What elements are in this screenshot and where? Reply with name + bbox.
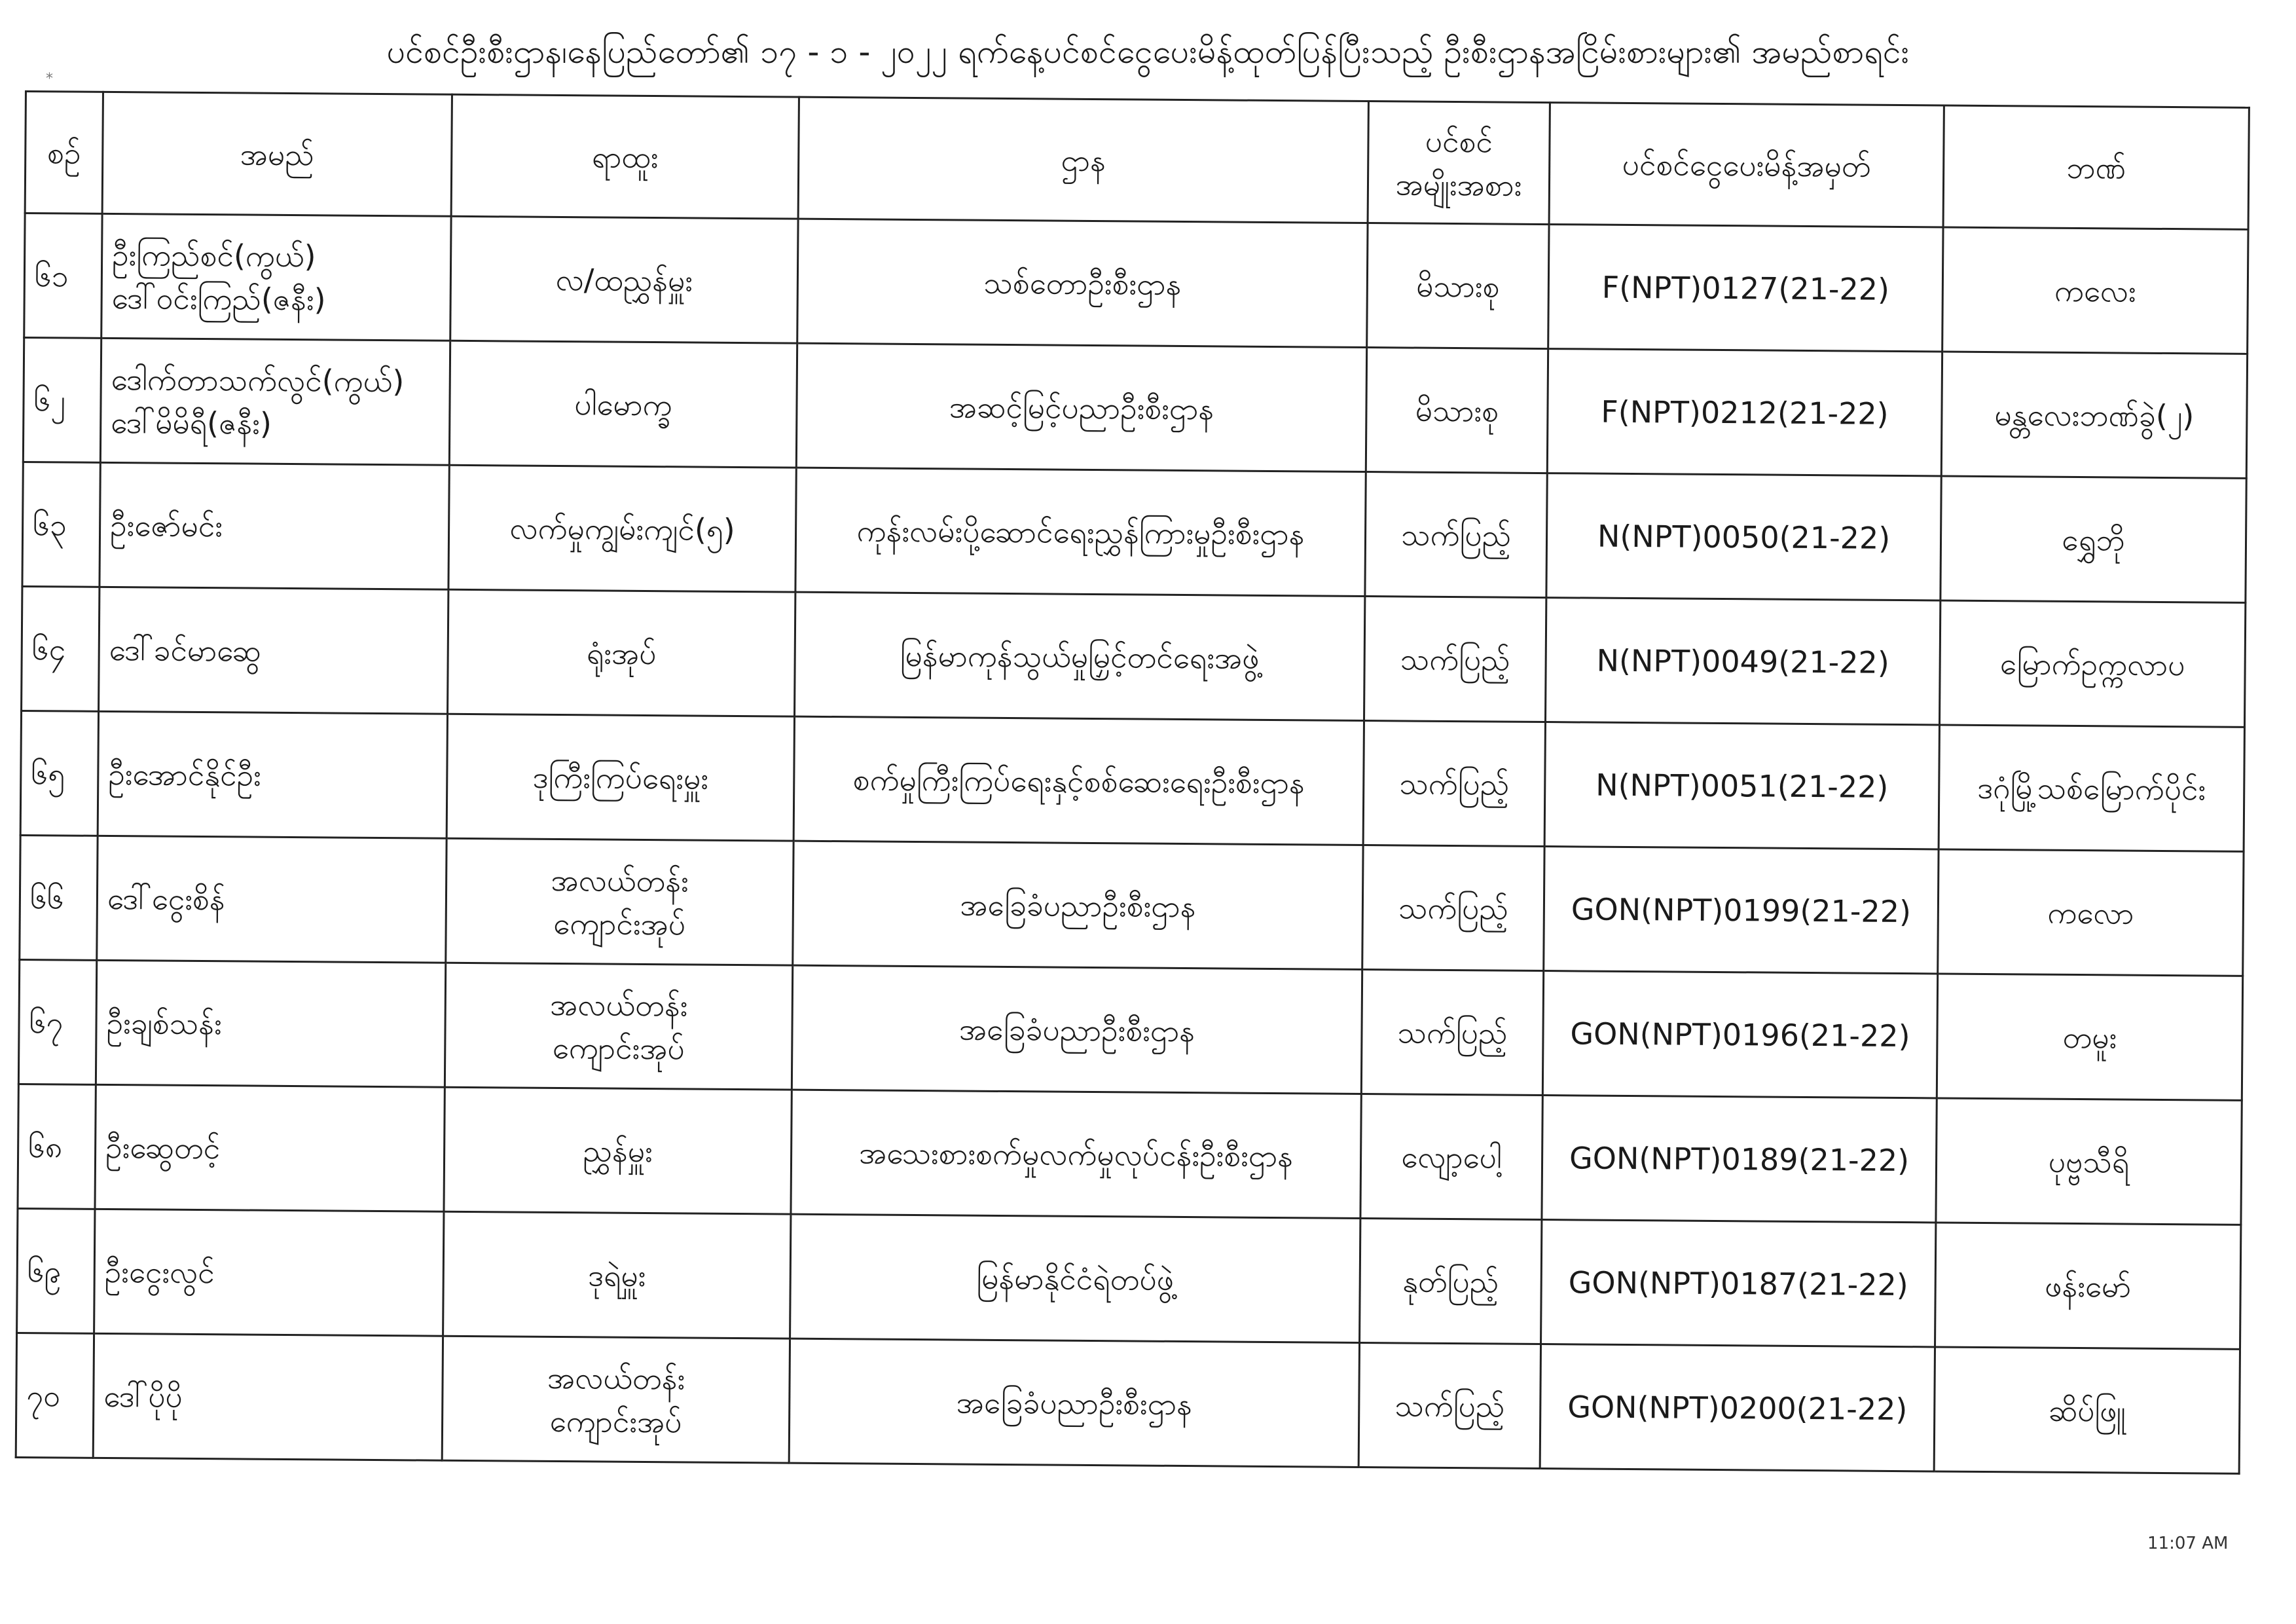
cell-bank: ကလော — [1938, 849, 2244, 976]
cell-pension-type: မိသားစု — [1367, 223, 1549, 349]
cell-position — [446, 838, 793, 965]
cell-name-line1: ဦးအောင်နိုင်ဦး — [108, 756, 262, 793]
table-row — [22, 462, 2246, 602]
cell-department: သစ်တောဦးစီးဌာန — [797, 219, 1368, 347]
cell-order-no: N(NPT)0051(21-22) — [1544, 722, 1939, 849]
cell-pension-type: နုတ်ပြည့် — [1360, 1218, 1542, 1344]
cell-bank: ဒဂုံမြို့သစ်မြောက်ပိုင်း — [1939, 725, 2244, 851]
cell-no: ၆၂ — [23, 338, 101, 463]
cell-position-line2: ကျောင်းအုပ် — [549, 1403, 682, 1439]
table-row — [17, 1208, 2241, 1349]
cell-name-line1: ဒေါ်ငွေးစိန် — [107, 880, 225, 917]
cell-no: ၆၇ — [18, 959, 96, 1084]
cell-bank: ဖန်းမော် — [1935, 1223, 2241, 1349]
table-row — [24, 213, 2248, 354]
cell-bank: ရွှေဘို — [1941, 476, 2246, 602]
cell-department: အဆင့်မြင့်ပညာဦးစီးဌာန — [796, 343, 1366, 471]
header-pension-type — [1368, 101, 1550, 225]
cell-position-line1: အလယ်တန်း — [547, 1359, 685, 1396]
cell-name — [99, 587, 448, 714]
cell-position — [446, 714, 794, 841]
header-bank: ဘဏ် — [1943, 105, 2249, 229]
cell-order-no: GON(NPT)0199(21-22) — [1544, 847, 1939, 974]
cell-position-line2: ကျောင်းအုပ် — [552, 1029, 685, 1066]
cell-pension-type: သက်ပြည့် — [1362, 845, 1544, 971]
cell-name — [96, 960, 445, 1087]
table-row — [16, 1333, 2240, 1473]
cell-order-no: F(NPT)0127(21-22) — [1548, 225, 1943, 352]
cell-position-line1: ပါမောက္ခ — [574, 386, 672, 422]
cell-name-line1: ဦးကြည်စင်(ကွယ်) — [111, 236, 316, 274]
cell-position-line1: ညွှန်မှူး — [583, 1132, 653, 1169]
cell-position-line1: ဒုရဲမှူး — [587, 1257, 646, 1293]
cell-position-line1: အလယ်တန်း — [549, 986, 688, 1023]
cell-name-line2: ဒေါ်မိမိရီ(ဇနီး) — [111, 404, 272, 441]
cell-department: အသေးစားစက်မှုလက်မှုလုပ်ငန်းဦးစီးဌာန — [791, 1090, 1361, 1218]
header-pension-type-line1: ပင်စင် — [1425, 123, 1493, 159]
cell-bank: ပုဗ္ဗသီရိ — [1936, 1098, 2242, 1225]
cell-name — [95, 1084, 445, 1211]
cell-name — [100, 462, 449, 589]
header-order-no: ပင်စင်ငွေပေးမိန့်အမှတ် — [1549, 103, 1944, 227]
cell-position-line2: ကျောင်းအုပ် — [553, 905, 686, 942]
header-department: ဌာန — [798, 97, 1368, 223]
cell-bank: မန္တလေးဘဏ်ခွဲ(၂) — [1941, 352, 2247, 478]
cell-position-line1: ရုံးအုပ် — [586, 635, 657, 671]
cell-no: ၆၅ — [20, 710, 98, 836]
cell-position — [442, 1336, 790, 1463]
table-row — [22, 586, 2246, 727]
header-pension-type-line2: အမျိုးအစား — [1395, 166, 1522, 203]
table-header-row — [25, 92, 2249, 230]
cell-position-line1: အလယ်တန်း — [551, 862, 689, 898]
cell-name — [93, 1333, 443, 1460]
cell-department: မြန်မာကုန်သွယ်မှုမြှင့်တင်ရေးအဖွဲ့ — [795, 592, 1365, 720]
table-row — [18, 1084, 2242, 1225]
cell-position-line1: ဒုကြီးကြပ်ရေးမှူး — [532, 759, 709, 796]
document-title: ပင်စင်ဦးစီးဌာန၊နေပြည်တော်၏ ၁၇ - ၁ - ၂၀၂၂ ရက်နေ့ပင်စင်ငွေပေးမိန့်ထုတ်ပြန်ပြီးသည့် ဦးစီးဌာနအငြိမ်းစားများ၏ အမည်စာရင်း — [386, 33, 1910, 71]
cell-name — [98, 711, 447, 838]
cell-order-no: GON(NPT)0187(21-22) — [1541, 1220, 1936, 1347]
cell-no: ၆၈ — [18, 1084, 96, 1209]
cell-no: ၆၁ — [24, 213, 102, 339]
cell-pension-type: သက်ပြည့် — [1358, 1342, 1540, 1468]
table-row — [23, 338, 2247, 479]
cell-name-line1: ဦးဆွေတင့် — [105, 1129, 221, 1166]
cell-pension-type: သက်ပြည့် — [1361, 970, 1543, 1096]
cell-position-line1: လ/ထညွှန်မှူး — [555, 261, 693, 298]
cell-position — [445, 963, 792, 1090]
cell-no: ၆၃ — [22, 462, 100, 587]
cell-order-no: N(NPT)0049(21-22) — [1545, 598, 1940, 725]
cell-no: ၇၀ — [16, 1333, 94, 1458]
cell-position — [448, 465, 796, 592]
cell-order-no: N(NPT)0050(21-22) — [1546, 473, 1941, 600]
cell-position — [448, 589, 795, 716]
scan-mark: * — [46, 71, 53, 87]
cell-bank: တမူး — [1937, 974, 2242, 1100]
cell-department: အခြေခံပညာဦးစီးဌာန — [793, 841, 1363, 969]
cell-name — [101, 213, 451, 341]
cell-order-no: GON(NPT)0196(21-22) — [1542, 971, 1937, 1098]
cell-department: အခြေခံပညာဦးစီးဌာန — [789, 1338, 1359, 1467]
cell-name — [97, 836, 446, 963]
table-row — [20, 710, 2244, 851]
cell-position-line1: လက်မှုကျွမ်းကျင်(၅) — [509, 509, 735, 547]
header-name: အမည် — [102, 92, 452, 216]
cell-position — [450, 216, 798, 343]
cell-name-line1: ဦးဇော်မင်း — [109, 507, 223, 544]
cell-name-line1: ဒေါ်ခင်မာဆွေ — [109, 631, 262, 669]
cell-position — [444, 1087, 792, 1214]
cell-department: မြန်မာနိုင်ငံရဲတပ်ဖွဲ့ — [790, 1214, 1360, 1342]
pension-table-sheet — [15, 90, 2248, 1471]
cell-name — [100, 338, 450, 465]
cell-department: ကုန်းလမ်းပို့ဆောင်ရေးညွှန်ကြားမှုဦးစီးဌာန — [795, 468, 1366, 596]
cell-pension-type: မိသားစု — [1366, 348, 1548, 473]
pension-table — [15, 90, 2250, 1475]
cell-name-line1: ဒေါက်တာသက်လွင်(ကွယ်) — [111, 361, 405, 399]
cell-bank: မြောက်ဥက္ကလာပ — [1939, 600, 2245, 727]
cell-order-no: GON(NPT)0189(21-22) — [1542, 1096, 1937, 1223]
cell-name-line2: ဒေါ်ဝင်းကြည်(ဇနီး) — [111, 280, 326, 317]
cell-pension-type: သက်ပြည့် — [1365, 472, 1547, 598]
print-timestamp: 11:07 AM — [2147, 1534, 2229, 1553]
table-row — [20, 835, 2244, 976]
cell-pension-type: လျော့ပေါ့ — [1360, 1094, 1542, 1220]
cell-name-line1: ဦးငွေးလွင် — [104, 1253, 215, 1290]
cell-department: အခြေခံပညာဦးစီးဌာန — [792, 965, 1362, 1094]
cell-position — [443, 1211, 791, 1338]
header-position: ရာထူး — [451, 94, 799, 219]
cell-order-no: F(NPT)0212(21-22) — [1547, 349, 1942, 476]
cell-pension-type: သက်ပြည့် — [1363, 721, 1545, 847]
cell-no: ၆၄ — [22, 586, 100, 711]
cell-name-line1: ဦးချစ်သန်း — [106, 1005, 222, 1041]
cell-order-no: GON(NPT)0200(21-22) — [1540, 1344, 1935, 1471]
table-row — [18, 959, 2242, 1100]
cell-department: စက်မှုကြီးကြပ်ရေးနှင့်စစ်ဆေးရေးဦးစီးဌာန — [793, 716, 1364, 845]
cell-bank: ဆိပ်ဖြူ — [1934, 1347, 2240, 1473]
cell-no: ၆၉ — [17, 1208, 95, 1333]
cell-pension-type: သက်ပြည့် — [1364, 597, 1546, 722]
cell-no: ၆၆ — [20, 835, 98, 960]
cell-name-line1: ဒေါ်ပိုပို — [103, 1378, 183, 1414]
cell-name — [94, 1209, 444, 1336]
header-no: စဉ် — [25, 92, 103, 214]
cell-position — [449, 341, 797, 468]
cell-bank: ကလေး — [1942, 227, 2248, 354]
